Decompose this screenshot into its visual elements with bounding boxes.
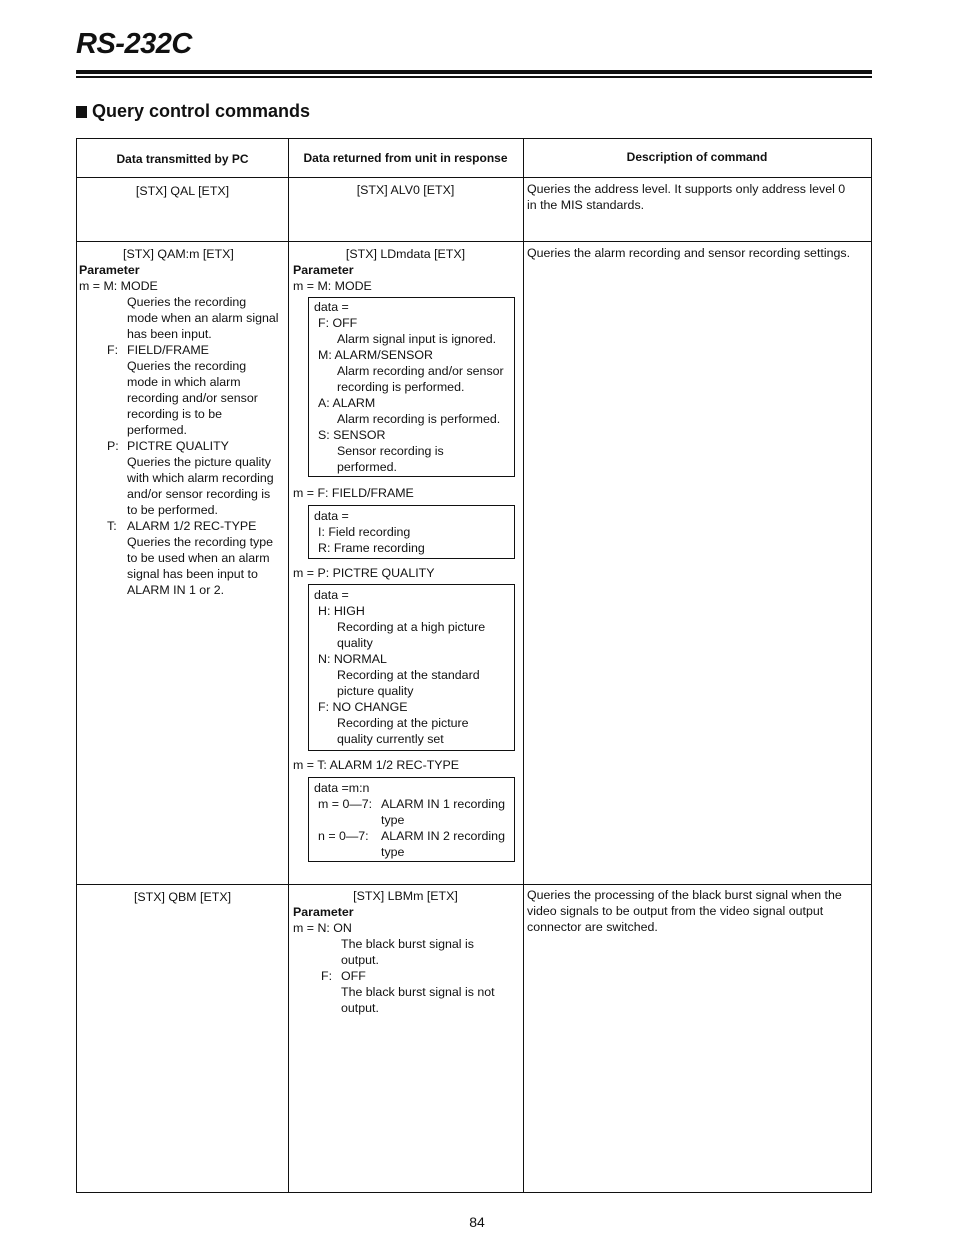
row2-pc-rectype-line (79, 518, 288, 534)
row2-response-rectype-line: m = T: ALARM 1/2 REC-TYPE (293, 758, 460, 772)
desc-line: mode when an alarm signal (127, 311, 279, 325)
box-title: data = (314, 509, 349, 523)
desc-line: Queries the picture quality (127, 455, 271, 469)
box-title: data = (314, 300, 349, 314)
desc-line: recording and/or sensor (127, 391, 258, 405)
header-data-transmitted: Data transmitted by PC (116, 152, 249, 166)
box-line: R: Frame recording (318, 541, 425, 555)
row1-response-command: [STX] ALV0 [ETX] (356, 183, 455, 197)
box-desc: Recording at the picture (337, 716, 469, 730)
row2-pc-command: [STX] QAM:m [ETX] (123, 247, 234, 261)
row2-pc-parameter-label: Parameter (79, 263, 140, 277)
header-row-divider (77, 177, 871, 178)
desc-line: Queries the recording (127, 295, 247, 309)
box-desc: type (381, 845, 405, 859)
box-desc: quality currently set (337, 732, 444, 746)
desc-line: signal has been input to (127, 567, 258, 581)
box-line (314, 796, 514, 812)
rectype-box-content (314, 780, 514, 860)
section-heading (76, 101, 310, 122)
row3-on-line: m = N: ON (293, 921, 352, 935)
header-data-returned: Data returned from unit in response (303, 151, 508, 165)
label: PICTRE QUALITY (127, 439, 229, 453)
box-title: data =m:n (314, 781, 370, 795)
quality-box-content (314, 587, 514, 747)
box-title: data = (314, 588, 349, 602)
row2-pc-cell (79, 246, 288, 598)
key: P: (107, 439, 119, 453)
desc-line: performed. (127, 423, 187, 437)
row2-description: Queries the alarm recording and sensor recording settings. (527, 246, 851, 260)
box-line: S: SENSOR (318, 428, 386, 442)
box-line: H: HIGH (318, 604, 365, 618)
row-divider-2 (77, 884, 871, 885)
square-bullet-icon (76, 106, 87, 118)
row2-response-parameter-label: Parameter (293, 263, 354, 277)
row1-description (527, 181, 871, 213)
box-line: M: ALARM/SENSOR (318, 348, 433, 362)
page-number: 84 (469, 1214, 485, 1230)
key: F: (107, 343, 119, 357)
page-header-title: RS-232C (76, 28, 192, 60)
key: T: (107, 519, 117, 533)
box-desc: Alarm recording is performed. (337, 412, 501, 426)
row2-field-data-box (308, 505, 515, 559)
value: ALARM IN 2 recording (381, 829, 505, 843)
column-divider-2 (523, 139, 524, 1192)
row2-pc-mode-desc (79, 294, 288, 342)
desc-line: Queries the recording type (127, 535, 274, 549)
box-desc: Recording at the standard (337, 668, 480, 682)
row2-pc-field-line (79, 342, 288, 358)
value: ALARM IN 1 recording (381, 797, 505, 811)
row2-response-command: [STX] LDmdata [ETX] (345, 247, 466, 261)
row2-pc-mode-line: m = M: MODE (79, 279, 158, 293)
row2-pc-rectype-desc (79, 534, 288, 598)
box-desc: Alarm recording and/or sensor (337, 364, 504, 378)
row3-description-line: video signals to be output from the video signal output (527, 904, 824, 918)
column-divider-1 (288, 139, 289, 1192)
box-desc: type (381, 813, 405, 827)
key: m = 0—7: (318, 797, 373, 811)
section-heading-text: Query control commands (92, 101, 311, 121)
desc-line: and/or sensor recording is (127, 487, 271, 501)
mode-box-content (314, 299, 514, 475)
desc-line: recording is to be (127, 407, 223, 421)
label: ALARM 1/2 REC-TYPE (127, 519, 257, 533)
box-desc: Sensor recording is (337, 444, 444, 458)
row1-description-line: in the MIS standards. (527, 198, 645, 212)
header-rule-thin (76, 76, 872, 78)
desc-line: The black burst signal is (341, 937, 474, 951)
box-desc: performed. (337, 460, 397, 474)
desc-line: output. (341, 953, 379, 967)
row2-response-field-line: m = F: FIELD/FRAME (293, 486, 414, 500)
key: F: (321, 969, 333, 983)
row3-off-line (293, 968, 521, 984)
row2-mode-data-box (308, 297, 515, 477)
row3-response-command: [STX] LBMm [ETX] (353, 889, 458, 903)
header-description: Description of command (626, 150, 768, 164)
box-desc: Recording at a high picture (337, 620, 486, 634)
desc-line: Queries the recording (127, 359, 247, 373)
row3-parameter-label: Parameter (293, 905, 354, 919)
field-box-content (314, 508, 514, 556)
header-rule-thick (76, 70, 872, 74)
desc-line: output. (341, 1001, 379, 1015)
desc-line: mode in which alarm (127, 375, 241, 389)
row2-pc-field-desc (79, 358, 288, 438)
desc-line: has been input. (127, 327, 212, 341)
label: FIELD/FRAME (127, 343, 209, 357)
row2-quality-data-box (308, 584, 515, 751)
row1-description-line: Queries the address level. It supports only address level 0 (527, 182, 846, 196)
row2-response-mode-line: m = M: MODE (293, 279, 372, 293)
row-divider-1 (77, 241, 871, 242)
box-desc: recording is performed. (337, 380, 465, 394)
desc-line: to be used when an alarm (127, 551, 270, 565)
row3-description (527, 887, 871, 935)
box-line: I: Field recording (318, 525, 411, 539)
box-line (314, 828, 514, 844)
desc-line: ALARM IN 1 or 2. (127, 583, 225, 597)
desc-line: with which alarm recording (127, 471, 274, 485)
row1-pc-command: [STX] QAL [ETX] (135, 184, 230, 198)
desc-line: to be performed. (127, 503, 218, 517)
row2-rectype-data-box (308, 777, 515, 862)
box-line: N: NORMAL (318, 652, 387, 666)
row3-description-line: Queries the processing of the black burst signal when the (527, 888, 842, 902)
box-desc: picture quality (337, 684, 414, 698)
box-desc: quality (337, 636, 373, 650)
box-line: A: ALARM (318, 396, 376, 410)
box-line: F: OFF (318, 316, 358, 330)
row3-pc-command: [STX] QBM [ETX] (133, 890, 232, 904)
row2-pc-quality-desc (79, 454, 288, 518)
box-desc: Alarm signal input is ignored. (337, 332, 497, 346)
label: OFF (341, 969, 366, 983)
row3-description-line: connector are switched. (527, 920, 658, 934)
box-line: F: NO CHANGE (318, 700, 408, 714)
row2-response-quality-line: m = P: PICTRE QUALITY (293, 566, 435, 580)
row2-pc-quality-line (79, 438, 288, 454)
key: n = 0—7: (318, 829, 369, 843)
query-commands-table (76, 138, 872, 1193)
row3-response-cell (293, 904, 521, 1016)
desc-line: The black burst signal is not (341, 985, 495, 999)
